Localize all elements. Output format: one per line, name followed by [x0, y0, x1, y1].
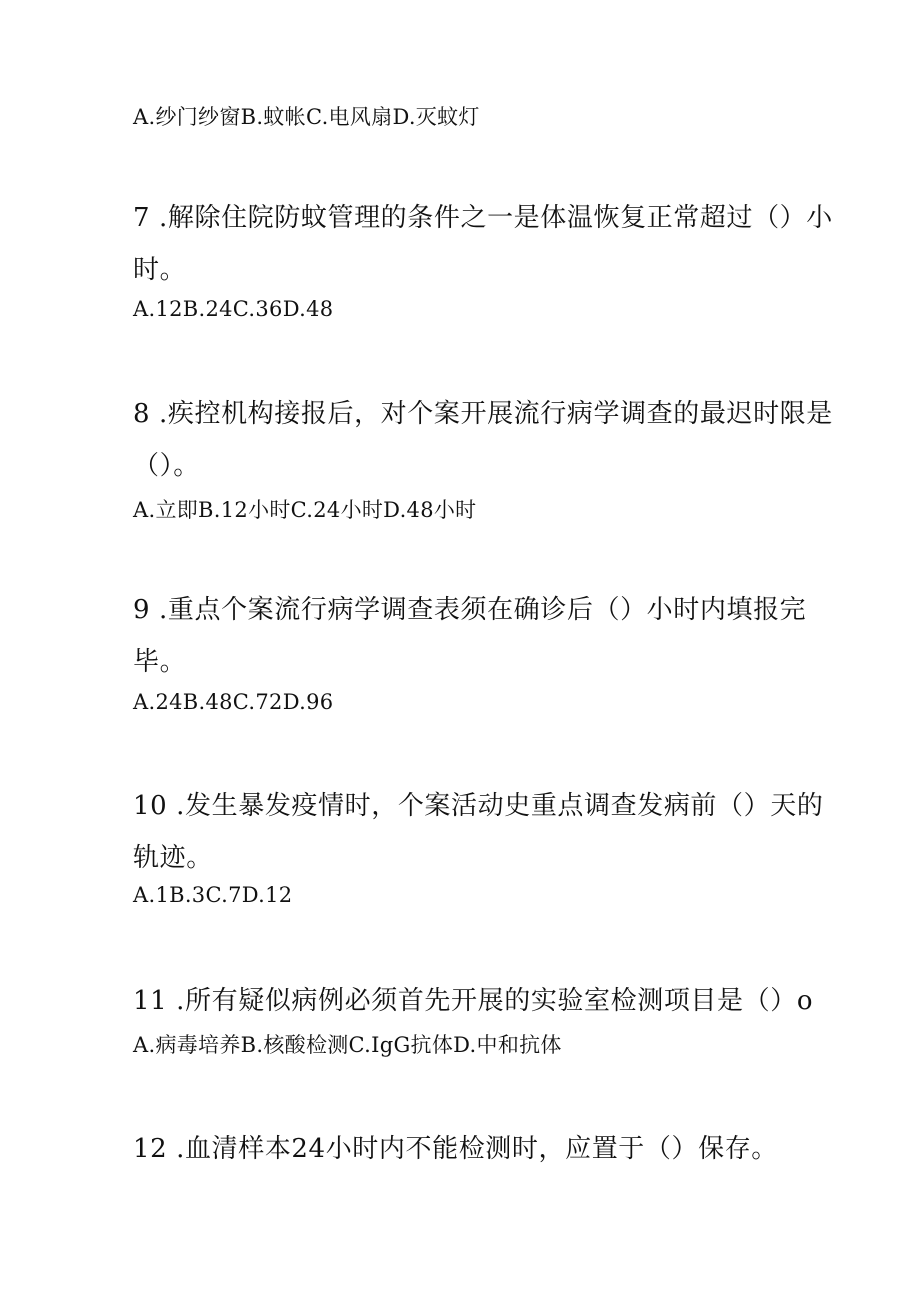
q11-options: A.病毒培养B.核酸检测C.IgG抗体D.中和抗体	[133, 1033, 562, 1057]
q10-text-line-2: 轨迹。	[133, 843, 213, 873]
q9-text-line-1: 9 .重点个案流行病学调查表须在确诊后（）小时内填报完	[133, 595, 807, 625]
q8-text-line-2: （）。	[133, 451, 200, 481]
q9-options: A.24B.48C.72D.96	[133, 690, 334, 714]
q7-text-line-1: 7 .解除住院防蚊管理的条件之一是体温恢复正常超过（）小	[133, 203, 833, 233]
q6-options: A.纱门纱窗B.蚊帐C.电风扇D.灭蚊灯	[133, 105, 480, 129]
q7-text-line-2: 时。	[133, 255, 187, 285]
q10-options: A.1B.3C.7D.12	[133, 883, 293, 907]
q8-options: A.立即B.12小时C.24小时D.48小时	[133, 498, 477, 522]
q8-text-line-1: 8 .疾控机构接报后，对个案开展流行病学调查的最迟时限是	[133, 399, 833, 429]
q11-text: 11 .所有疑似病例必须首先开展的实验室检测项目是（）o	[133, 986, 814, 1016]
q7-options: A.12B.24C.36D.48	[133, 297, 334, 321]
q9-text-line-2: 毕。	[133, 647, 187, 677]
q12-text: 12 .血清样本24小时内不能检测时，应置于（）保存。	[133, 1134, 778, 1164]
q10-text-line-1: 10 .发生暴发疫情时，个案活动史重点调查发病前（）天的	[133, 791, 824, 821]
